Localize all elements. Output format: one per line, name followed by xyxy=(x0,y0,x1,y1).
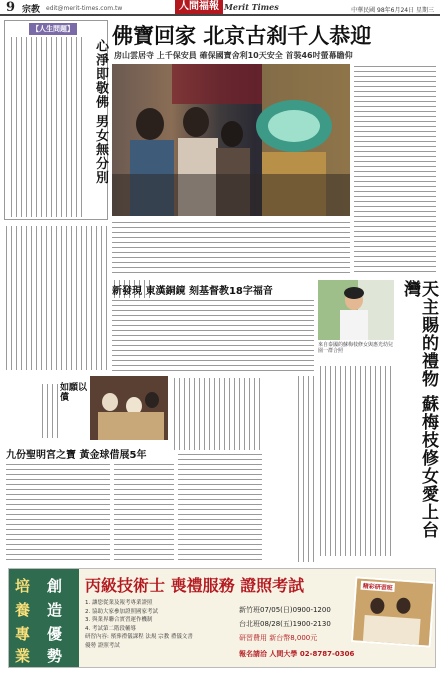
europe-story-body xyxy=(296,376,316,562)
lead-subheadline: 房山雲居寺 上千保安員 確保國寶舍利10天安全 首裝46吋螢幕瞻仰 xyxy=(114,51,353,60)
art-story-headline: 九份聖明宮之寶 黃金球借展5年 xyxy=(6,450,147,461)
left-body-text-2 xyxy=(4,226,108,370)
ad-photo xyxy=(351,576,435,647)
advertisement[interactable] xyxy=(8,568,436,668)
ad-photo-badge: 精彩研習班 xyxy=(360,581,395,592)
center-story-headline: 新發現 東漢銅鏡 刻基督教18字福音 xyxy=(112,286,273,297)
nun-photo xyxy=(318,280,394,340)
right-story-body xyxy=(318,366,394,556)
ceremony-scene-icon xyxy=(112,64,350,216)
issue-date: 中華民國 98年6月24日 星期三 xyxy=(351,7,434,14)
ad-left-char-7: 業 xyxy=(15,647,31,665)
art-story-body-2 xyxy=(114,462,174,562)
ad-contact[interactable]: 報名請洽 人間大學 02-8787-0306 xyxy=(239,650,355,658)
section-email: edit@merit-times.com.tw xyxy=(46,5,123,12)
art-story-text-right xyxy=(172,378,262,450)
ad-left-char-2: 創 xyxy=(47,577,63,595)
ad-left-char-6: 優 xyxy=(47,625,63,643)
ad-point-4: 4. 考試第二階段輔導 xyxy=(85,625,136,632)
lead-body-text-right xyxy=(354,64,436,276)
sidebar-body-text xyxy=(9,37,85,217)
ad-left-char-4: 造 xyxy=(47,601,63,619)
lead-body-text-1 xyxy=(112,220,350,276)
ad-points xyxy=(85,599,235,650)
ad-left-char-1: 培 xyxy=(15,577,31,595)
section-name: 宗教 xyxy=(22,5,41,15)
small-item-text xyxy=(40,384,58,438)
ad-point-2: 2. 協助大家參加證照國家考試 xyxy=(85,608,158,615)
ad-left-char-8: 勢 xyxy=(47,647,63,665)
small-item-title: 如願以償 xyxy=(60,383,88,403)
sidebar-tag: 【人生問題】 xyxy=(29,23,77,35)
right-story-headline: 天主賜的禮物 蘇梅枝修女愛上台灣 xyxy=(400,280,438,539)
center-story-body xyxy=(112,298,314,374)
lead-headline: 佛寶回家 北京古刹千人恭迎 xyxy=(112,23,372,48)
worshippers-scene-icon xyxy=(90,376,168,440)
nun-portrait-icon xyxy=(318,280,394,340)
ad-schedule-1: 新竹班07/05(日)0900-1200 xyxy=(239,606,331,614)
art-story-body-3 xyxy=(178,452,262,562)
sidebar-column xyxy=(4,20,108,220)
ad-title: 丙級技術士 喪禮服務 證照考試 xyxy=(85,576,305,595)
masthead-logo: 人間福報 xyxy=(175,0,223,14)
sidebar-headline: 心淨即敬佛 男女無分別 xyxy=(93,39,108,185)
ad-point-3: 3. 與業界聯合實習運作機制 xyxy=(85,617,153,624)
ad-point-5: 研習內容: 殯葬禮儀課程 法規 宗教 禮儀文書 xyxy=(85,634,193,641)
page-header xyxy=(0,0,440,16)
page-number: 9 xyxy=(6,0,16,15)
art-photo xyxy=(90,376,168,440)
masthead-english: Merit Times xyxy=(224,2,279,12)
ad-left-band xyxy=(9,569,79,667)
ad-schedule-2: 台北班08/28(五)1900-2130 xyxy=(239,620,331,628)
ad-point-6: 優勢 證照考試 xyxy=(85,642,120,649)
ad-left-char-5: 專 xyxy=(15,625,31,643)
nun-photo-caption: 來自泰國的蘇梅枝修女與惠光幼兒園一群合照 xyxy=(318,342,394,354)
ad-fee: 研習費用 新台幣8,000元 xyxy=(239,634,318,642)
lead-photo xyxy=(112,64,350,216)
ad-point-1: 1. 讓您從業及報考專業證照 xyxy=(85,600,153,606)
ad-left-char-3: 養 xyxy=(15,601,31,619)
art-story-body xyxy=(6,462,110,562)
